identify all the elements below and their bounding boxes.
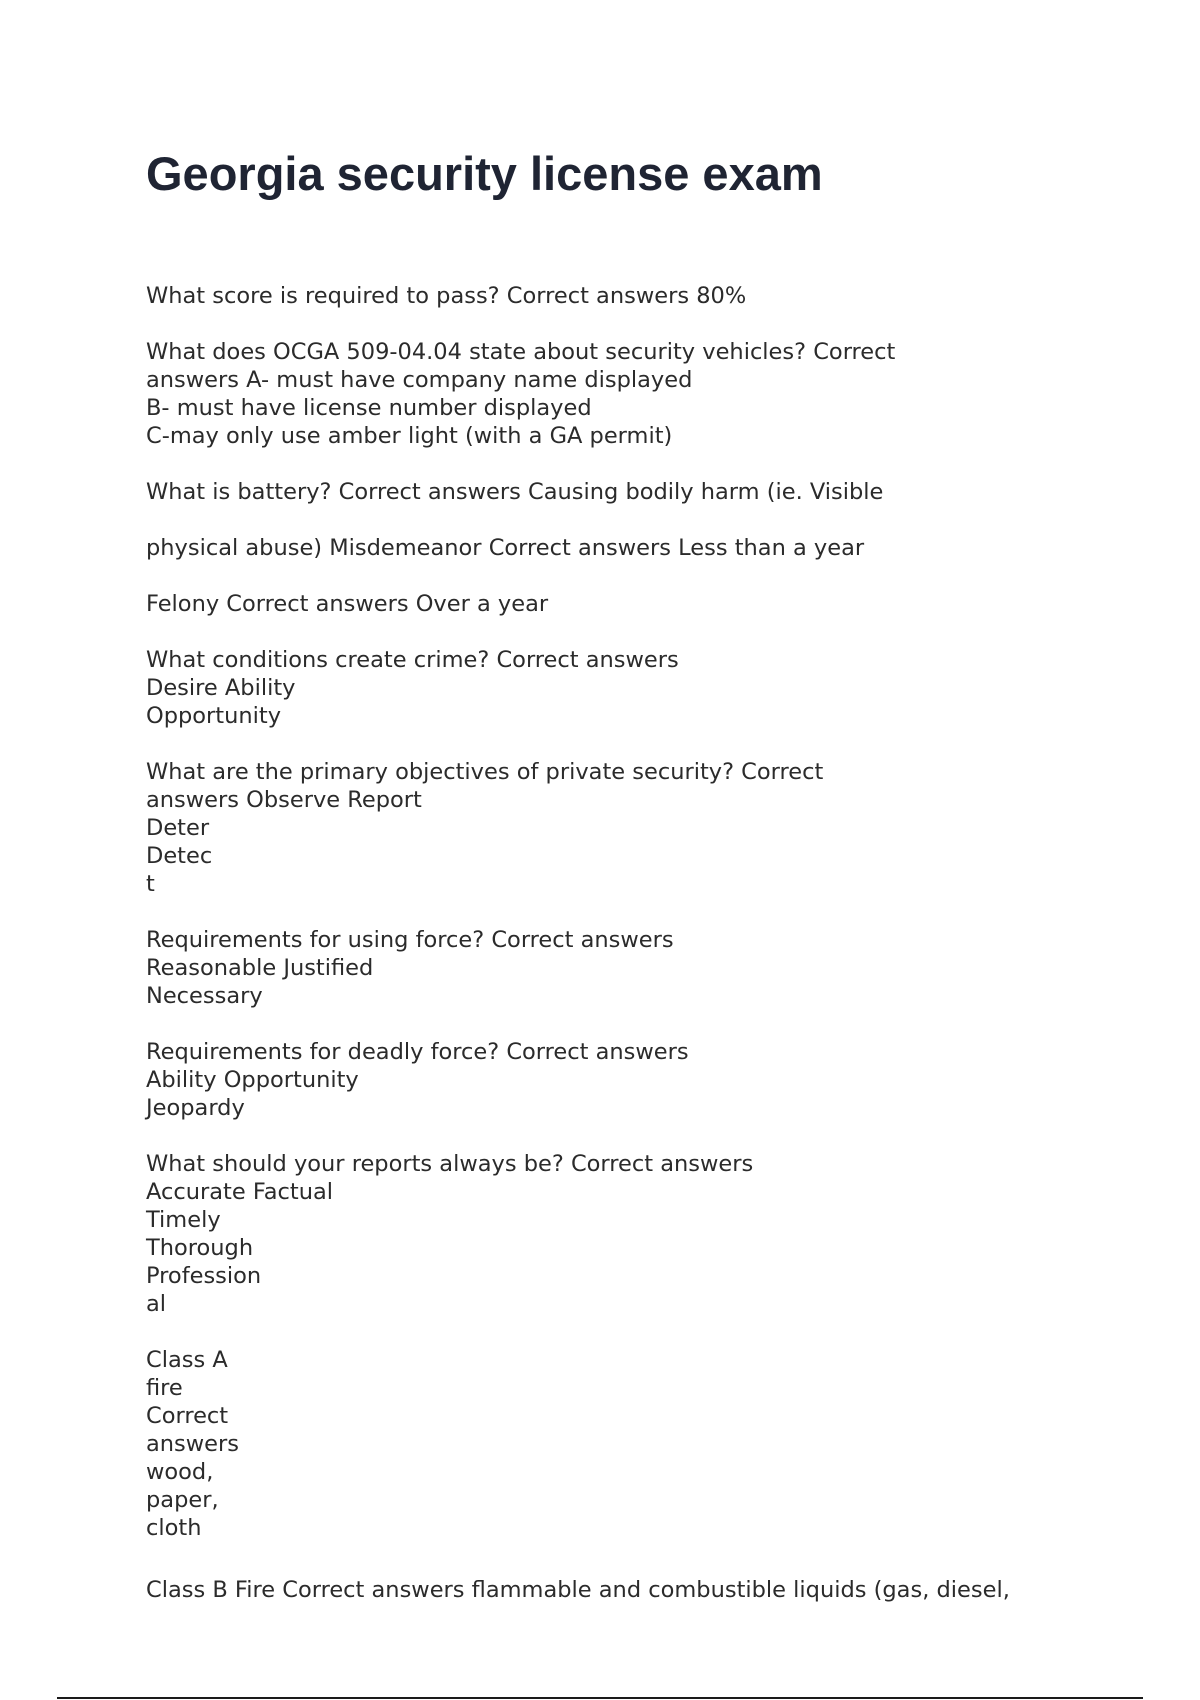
qa-line: Necessary bbox=[146, 983, 263, 1009]
document-title: Georgia security license exam bbox=[146, 147, 823, 200]
qa-line: al bbox=[146, 1291, 167, 1317]
qa-entry-3 bbox=[146, 478, 1106, 506]
qa-line: What conditions create crime? Correct answers bbox=[146, 647, 679, 673]
qa-line: physical abuse) Misdemeanor Correct answers Less than a year bbox=[146, 535, 865, 561]
qa-line: t bbox=[146, 871, 155, 897]
qa-line: Felony Correct answers Over a year bbox=[146, 591, 549, 617]
qa-line: Thorough bbox=[146, 1235, 254, 1261]
qa-line: B- must have license number displayed bbox=[146, 395, 592, 421]
footer-divider bbox=[57, 1697, 1143, 1699]
qa-line: answers A- must have company name displayed bbox=[146, 367, 693, 393]
qa-entry-2 bbox=[146, 338, 1106, 450]
qa-entry-6 bbox=[146, 646, 1106, 730]
qa-line: Desire Ability bbox=[146, 675, 296, 701]
qa-entry-5 bbox=[146, 590, 1106, 618]
qa-line: Requirements for deadly force? Correct answers bbox=[146, 1039, 689, 1065]
qa-line: C-may only use amber light (with a GA permit) bbox=[146, 423, 673, 449]
qa-line: answers bbox=[146, 1431, 239, 1457]
qa-line: Requirements for using force? Correct answers bbox=[146, 927, 674, 953]
qa-line: Class A bbox=[146, 1347, 228, 1373]
cut-off-line: Class B Fire Correct answers flammable and combustible liquids (gas, diesel, bbox=[146, 1577, 1010, 1602]
qa-entry-4 bbox=[146, 534, 1106, 562]
qa-line: Detec bbox=[146, 843, 213, 869]
qa-line: Correct bbox=[146, 1403, 229, 1429]
qa-line: paper, bbox=[146, 1487, 219, 1513]
qa-line: Deter bbox=[146, 815, 210, 841]
qa-entry-10 bbox=[146, 1150, 1106, 1318]
qa-line: What is battery? Correct answers Causing bodily harm (ie. Visible bbox=[146, 479, 884, 505]
qa-line: Profession bbox=[146, 1263, 262, 1289]
qa-entry-11 bbox=[146, 1346, 1106, 1542]
qa-line: Jeopardy bbox=[146, 1095, 245, 1121]
qa-line: What are the primary objectives of private security? Correct bbox=[146, 759, 824, 785]
qa-entry-7 bbox=[146, 758, 1106, 898]
qa-line: wood, bbox=[146, 1459, 214, 1485]
qa-list bbox=[146, 282, 1106, 1570]
qa-line: Timely bbox=[146, 1207, 221, 1233]
qa-line: What should your reports always be? Correct answers bbox=[146, 1151, 754, 1177]
qa-line: What does OCGA 509-04.04 state about security vehicles? Correct bbox=[146, 339, 896, 365]
qa-line: Ability Opportunity bbox=[146, 1067, 359, 1093]
qa-entry-9 bbox=[146, 1038, 1106, 1122]
qa-line: answers Observe Report bbox=[146, 787, 422, 813]
qa-entry-1 bbox=[146, 282, 1106, 310]
qa-line: Accurate Factual bbox=[146, 1179, 334, 1205]
qa-entry-8 bbox=[146, 926, 1106, 1010]
qa-line: Reasonable Justified bbox=[146, 955, 374, 981]
qa-line: Opportunity bbox=[146, 703, 282, 729]
qa-line: cloth bbox=[146, 1515, 202, 1541]
qa-line: What score is required to pass? Correct answers 80% bbox=[146, 283, 747, 309]
qa-line: fire bbox=[146, 1375, 183, 1401]
